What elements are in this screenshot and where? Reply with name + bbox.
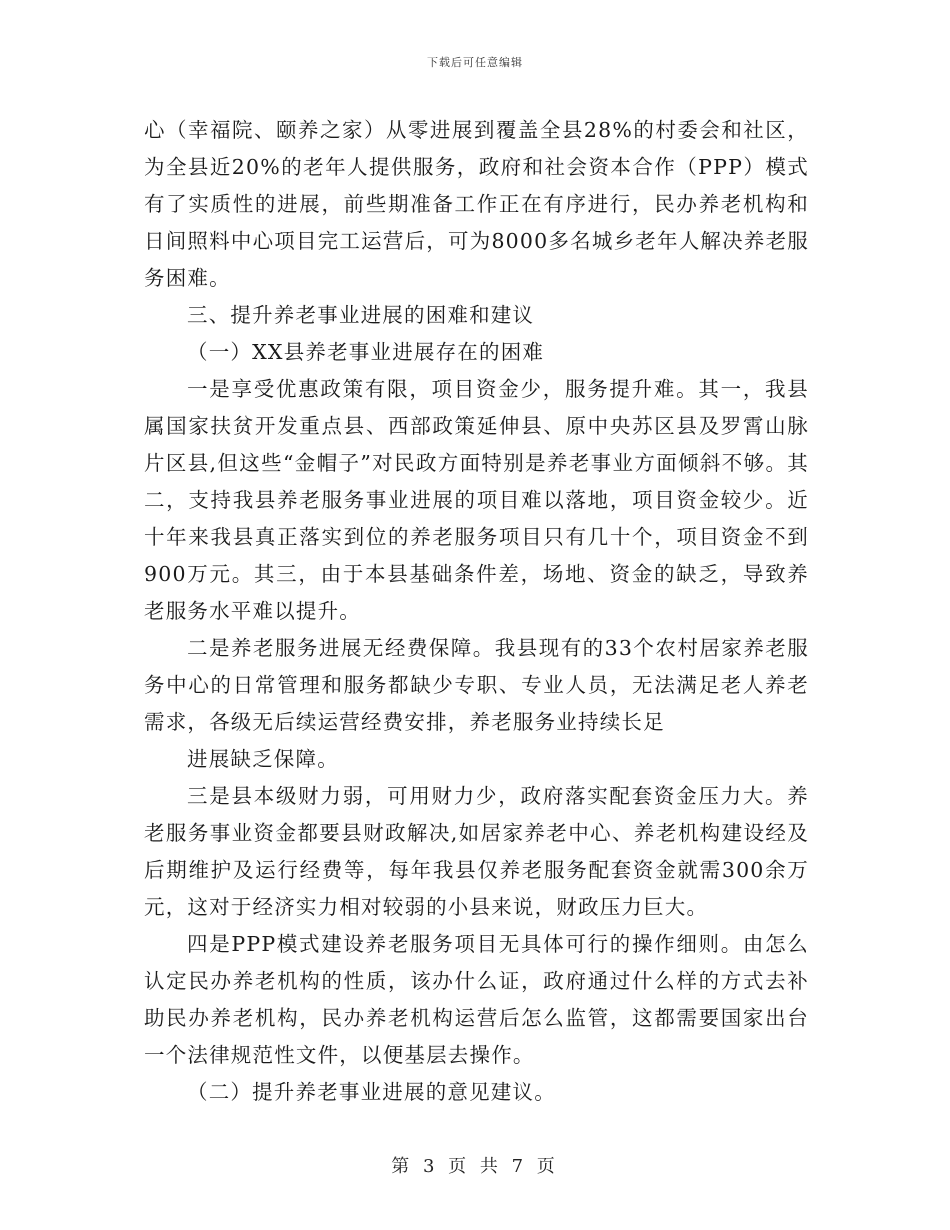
header-note: 下载后可任意编辑: [427, 56, 523, 69]
paragraph: 三是县本级财力弱，可用财力少，政府落实配套资金压力大。养老服务事业资金都要县财政解决,如居家养老中心、养老机构建设经及后期维护及运行经费等，每年我县仅养老服务配套资金就需300余万元，这对于经济实力相对较弱的小县来说，财政压力巨大。: [144, 784, 809, 919]
paragraph: 四是PPP模式建设养老服务项目无具体可行的操作细则。由怎么认定民办养老机构的性质，该办什么证，政府通过什么样的方式去补助民办养老机构，民办养老机构运营后怎么监管，这都需要国家出台一个法律规范性文件，以便基层去操作。: [144, 932, 809, 1067]
subsection-heading: （二）提升养老事业进展的意见建议。: [187, 1080, 556, 1104]
page-number: 第 3 页 共 7 页: [391, 1156, 559, 1177]
document-body: [144, 112, 809, 1111]
section-heading: 三、提升养老事业进展的困难和建议: [187, 303, 535, 327]
paragraph: 二是养老服务进展无经费保障。我县现有的33个农村居家养老服务中心的日常管理和服务都缺少专职、专业人员，无法满足老人养老需求，各级无后续运营经费安排，养老服务业持续长足: [144, 636, 809, 734]
paragraph-continuation: 心（幸福院、颐养之家）从零进展到覆盖全县28%的村委会和社区，为全县近20%的老年人提供服务，政府和社会资本合作（PPP）模式有了实质性的进展，前些期准备工作正在有序进行，民办养老机构和日间照料中心项目完工运营后，可为8000多名城乡老年人解决养老服务困难。: [144, 118, 809, 290]
paragraph-fragment: 进展缺乏保障。: [187, 747, 339, 771]
paragraph: 一是享受优惠政策有限，项目资金少，服务提升难。其一，我县属国家扶贫开发重点县、西部政策延伸县、原中央苏区县及罗霄山脉片区县,但这些“金帽子”对民政方面特别是养老事业方面倾斜不够。其二，支持我县养老服务事业进展的项目难以落地，项目资金较少。近十年来我县真正落实到位的养老服务项目只有几十个，项目资金不到900万元。其三，由于本县基础条件差，场地、资金的缺乏，导致养老服务水平难以提升。: [144, 377, 809, 623]
subsection-heading: （一）XX县养老事业进展存在的困难: [187, 340, 545, 364]
